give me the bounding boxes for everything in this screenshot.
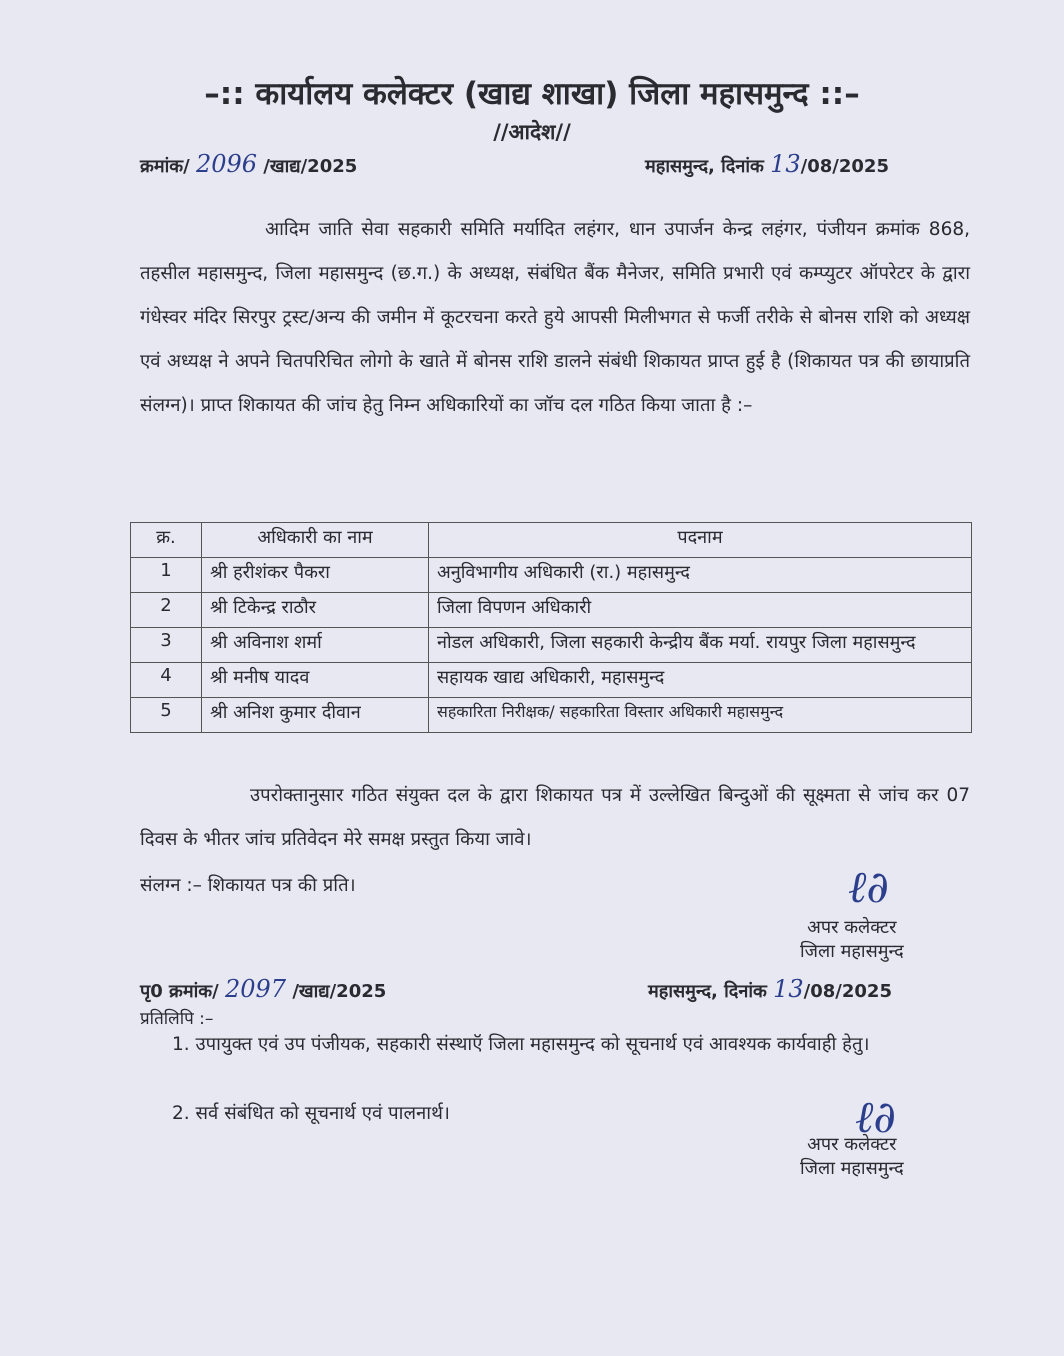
cell: 5 [131, 698, 202, 733]
kramank-label: पृ0 क्रमांक/ [140, 981, 219, 1002]
cell: श्री टिकेन्द्र राठौर [202, 593, 429, 628]
copy-number [140, 975, 386, 1003]
table-header-row [131, 523, 972, 558]
office-title: –:: कार्यालय कलेक्टर (खाद्य शाखा) जिला महासमुन्द ::– [204, 76, 860, 112]
table-row [131, 628, 972, 663]
kramank-suffix: /खाद्य/2025 [292, 981, 387, 1002]
date-suffix: /08/2025 [800, 156, 889, 177]
body-paragraph-2: उपरोक्तानुसार गठित संयुक्त दल के द्वारा शिकायत पत्र में उल्लेखित बिन्दुओं की सूक्ष्मता से जांच कर 07 दिवस के भीतर जांच प्रतिवेदन मेरे समक्ष प्रस्तुत किया जावे। [140, 785, 970, 850]
signatory-district: जिला महासमुन्द [800, 1158, 904, 1179]
order-date [645, 150, 889, 178]
table-row [131, 593, 972, 628]
col-designation: पदनाम [429, 523, 972, 558]
kramank-label: क्रमांक/ [140, 156, 190, 177]
copy-item-2: 2. सर्व संबंधित को सूचनार्थ एवं पालनार्थ। [172, 1103, 450, 1124]
cell: अनुविभागीय अधिकारी (रा.) महासमुन्द [429, 558, 972, 593]
cell: 4 [131, 663, 202, 698]
cell: श्री अनिश कुमार दीवान [202, 698, 429, 733]
copy-item-1: 1. उपायुक्त एवं उप पंजीयक, सहकारी संस्थाऍ जिला महासमुन्द को सूचनार्थ एवं आवश्यक कार्यवाही हेतु। [172, 1034, 870, 1055]
signature-mark-2: ℓ∂ [855, 1092, 897, 1143]
date-label: महासमुन्द, दिनांक [645, 156, 764, 177]
kramank-suffix: /खाद्य/2025 [263, 156, 358, 177]
cell: जिला विपणन अधिकारी [429, 593, 972, 628]
cell: सहायक खाद्य अधिकारी, महासमुन्द [429, 663, 972, 698]
date-label: महासमुन्द, दिनांक [648, 981, 767, 1002]
order-heading: //आदेश// [493, 120, 571, 144]
table-row [131, 698, 972, 733]
cell: 2 [131, 593, 202, 628]
cell: श्री मनीष यादव [202, 663, 429, 698]
handwritten-number: 2097 [224, 975, 287, 1003]
col-name: अधिकारी का नाम [202, 523, 429, 558]
table-row [131, 558, 972, 593]
cell: श्री हरीशंकर पैकरा [202, 558, 429, 593]
attachment-note: संलग्न :– शिकायत पत्र की प्रति। [140, 875, 356, 896]
signatory-title: अपर कलेक्टर [807, 1134, 897, 1155]
handwritten-day: 13 [770, 150, 801, 178]
cell: 3 [131, 628, 202, 663]
table-row [131, 663, 972, 698]
handwritten-day: 13 [773, 975, 804, 1003]
signature-mark: ℓ∂ [848, 862, 890, 913]
signature-block [800, 915, 904, 963]
order-number [140, 150, 357, 178]
col-serial: क्र. [131, 523, 202, 558]
copy-date [648, 975, 892, 1003]
date-suffix: /08/2025 [803, 981, 892, 1002]
cell: 1 [131, 558, 202, 593]
handwritten-number: 2096 [195, 150, 258, 178]
copy-label: प्रतिलिपि :– [140, 1009, 214, 1029]
body-paragraph-1: आदिम जाति सेवा सहकारी समिति मर्यादित लहंगर, धान उपार्जन केन्द्र लहंगर, पंजीयन क्रमांक 868, तहसील महासमुन्द, जिला महासमुन्द (छ.ग.) के अध्यक्ष, संबंधित बैंक मैनेजर, समिति प्रभारी एवं कम्प्युटर ऑपरेटर के द्वारा गंधेस्वर मंदिर सिरपुर ट्रस्ट/अन्य की जमीन में कूटरचना करते हुये आपसी मिलीभगत से फर्जी तरीके से बोनस राशि को अध्यक्ष एवं अध्यक्ष ने अपने चितपरिचित लोगो के खाते में बोनस राशि डालने संबंधी शिकायत प्राप्त हुई है (शिकायत पत्र की छायाप्रति संलग्न)। प्राप्त शिकायत की जांच हेतु निम्न अधिकारियों का जॉच दल गठित किया जाता है :– [140, 219, 970, 416]
signatory-title: अपर कलेक्टर [807, 917, 897, 938]
officer-table [130, 522, 972, 733]
cell: श्री अविनाश शर्मा [202, 628, 429, 663]
signatory-district: जिला महासमुन्द [800, 941, 904, 962]
signature-block-2 [800, 1132, 904, 1180]
cell: नोडल अधिकारी, जिला सहकारी केन्द्रीय बैंक मर्या. रायपुर जिला महासमुन्द [429, 628, 972, 663]
cell: सहकारिता निरीक्षक/ सहकारिता विस्तार अधिकारी महासमुन्द [429, 698, 972, 733]
